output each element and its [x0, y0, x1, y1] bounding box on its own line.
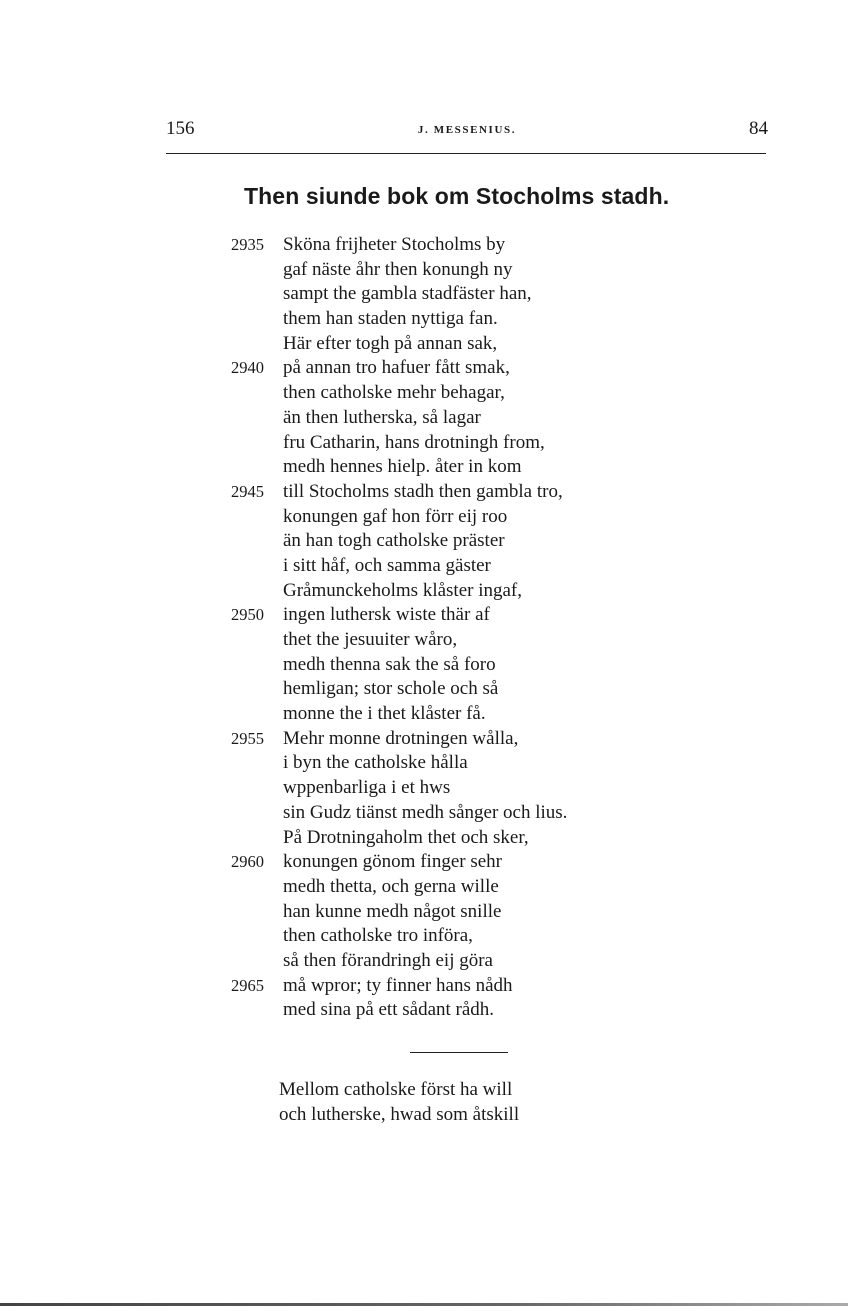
verse-line: Mellom catholske först ha will	[279, 1079, 513, 1100]
scan-edge	[0, 1303, 848, 1306]
verse-line: them han staden nyttiga fan.	[283, 308, 498, 330]
running-title: J. MESSENIUS.	[417, 124, 517, 136]
verse-line: wppenbarliga i et hws	[283, 777, 451, 799]
verse-line: Här efter togh på annan sak,	[283, 332, 498, 354]
verse-row	[0, 751, 848, 776]
verse-row	[0, 801, 848, 826]
verse-line: gaf näste åhr then konungh ny	[283, 258, 513, 280]
verse-number: 2935	[231, 235, 264, 254]
verse-row	[0, 307, 848, 332]
verse-row	[0, 406, 848, 431]
verse-number: 2945	[231, 481, 264, 501]
header-rule	[166, 153, 766, 154]
verse-row	[0, 258, 848, 283]
verse-row	[0, 924, 848, 949]
verse-line: fru Catharin, hans drotningh from,	[283, 431, 545, 453]
verse-row	[0, 579, 848, 604]
verse-line: i sitt håf, och samma gäster	[283, 554, 491, 576]
verse-row	[0, 850, 848, 875]
verse-row	[0, 677, 848, 702]
verse-line: Sköna frijheter Stocholms by	[283, 234, 506, 255]
verse-row	[0, 356, 848, 381]
verse-number: 2965	[231, 975, 264, 995]
verse-line: konungen gaf hon förr eij roo	[283, 505, 508, 527]
verse-row	[0, 603, 848, 628]
verse-row	[0, 381, 848, 406]
verse-line: sampt the gambla stadfäster han,	[283, 283, 532, 305]
verse-row	[0, 949, 848, 974]
verse-line: then catholske mehr behagar,	[283, 382, 505, 404]
verse-line: medh thetta, och gerna wille	[283, 875, 499, 897]
verse-row	[0, 505, 848, 530]
verse-line: på annan tro hafuer fått smak,	[283, 357, 510, 379]
verse-line: På Drotningaholm thet och sker,	[283, 826, 529, 848]
verse-line: än then lutherska, så lagar	[283, 406, 481, 428]
section-divider	[410, 1052, 508, 1053]
verse-line: then catholske tro införa,	[283, 925, 473, 947]
verse-row	[0, 628, 848, 653]
verse-number: 2955	[231, 728, 264, 748]
verse-line: thet the jesuuiter wåro,	[283, 629, 458, 650]
verse-line: monne the i thet klåster få.	[283, 703, 486, 725]
verse-line: medh thenna sak the så foro	[283, 653, 496, 675]
verse-row	[0, 875, 848, 900]
verse-line: än han togh catholske präster	[283, 530, 505, 552]
poem-body	[0, 233, 848, 1023]
verse-row	[0, 900, 848, 925]
verse-line: medh hennes hielp. åter in kom	[283, 456, 522, 478]
verse-row	[0, 332, 848, 357]
verse-row	[0, 233, 848, 258]
verse-row	[0, 702, 848, 727]
verse-row	[0, 480, 848, 505]
verse-line: till Stocholms stadh then gambla tro,	[283, 480, 563, 502]
verse-line: så then förandringh eij göra	[283, 949, 493, 971]
verse-line: med sina på ett sådant rådh.	[283, 999, 495, 1021]
verse-line: Mehr monne drotningen wålla,	[283, 727, 519, 749]
verse-line: och lutherske, hwad som åtskill	[279, 1104, 520, 1125]
verse-line: må wpror; ty finner hans nådh	[283, 974, 513, 996]
page-number-left: 156	[166, 118, 195, 139]
verse-number: 2950	[231, 605, 264, 625]
verse-number: 2960	[231, 852, 264, 872]
verse-row	[0, 776, 848, 801]
verse-line: i byn the catholske hålla	[283, 752, 468, 774]
verse-line: ingen luthersk wiste thär af	[283, 604, 490, 626]
verse-line: Gråmunckeholms klåster ingaf,	[283, 579, 523, 601]
verse-row	[0, 431, 848, 456]
verse-row	[0, 653, 848, 678]
verse-row	[0, 826, 848, 851]
verse-row	[0, 529, 848, 554]
verse-row	[0, 974, 848, 999]
page-number-right: 84	[749, 118, 768, 139]
next-section	[279, 1077, 519, 1127]
verse-row	[0, 998, 848, 1023]
verse-row	[0, 727, 848, 752]
verse-number: 2940	[231, 358, 264, 378]
running-head	[166, 116, 768, 144]
verse-row	[0, 554, 848, 579]
verse-line: hemligan; stor schole och så	[283, 678, 499, 700]
verse-row	[0, 282, 848, 307]
verse-row	[0, 455, 848, 480]
section-title: Then siunde bok om Stocholms stadh.	[244, 183, 670, 209]
verse-line: sin Gudz tiänst medh sånger och lius.	[283, 801, 568, 823]
verse-line: konungen gönom finger sehr	[283, 851, 502, 873]
verse-line: han kunne medh något snille	[283, 900, 502, 922]
